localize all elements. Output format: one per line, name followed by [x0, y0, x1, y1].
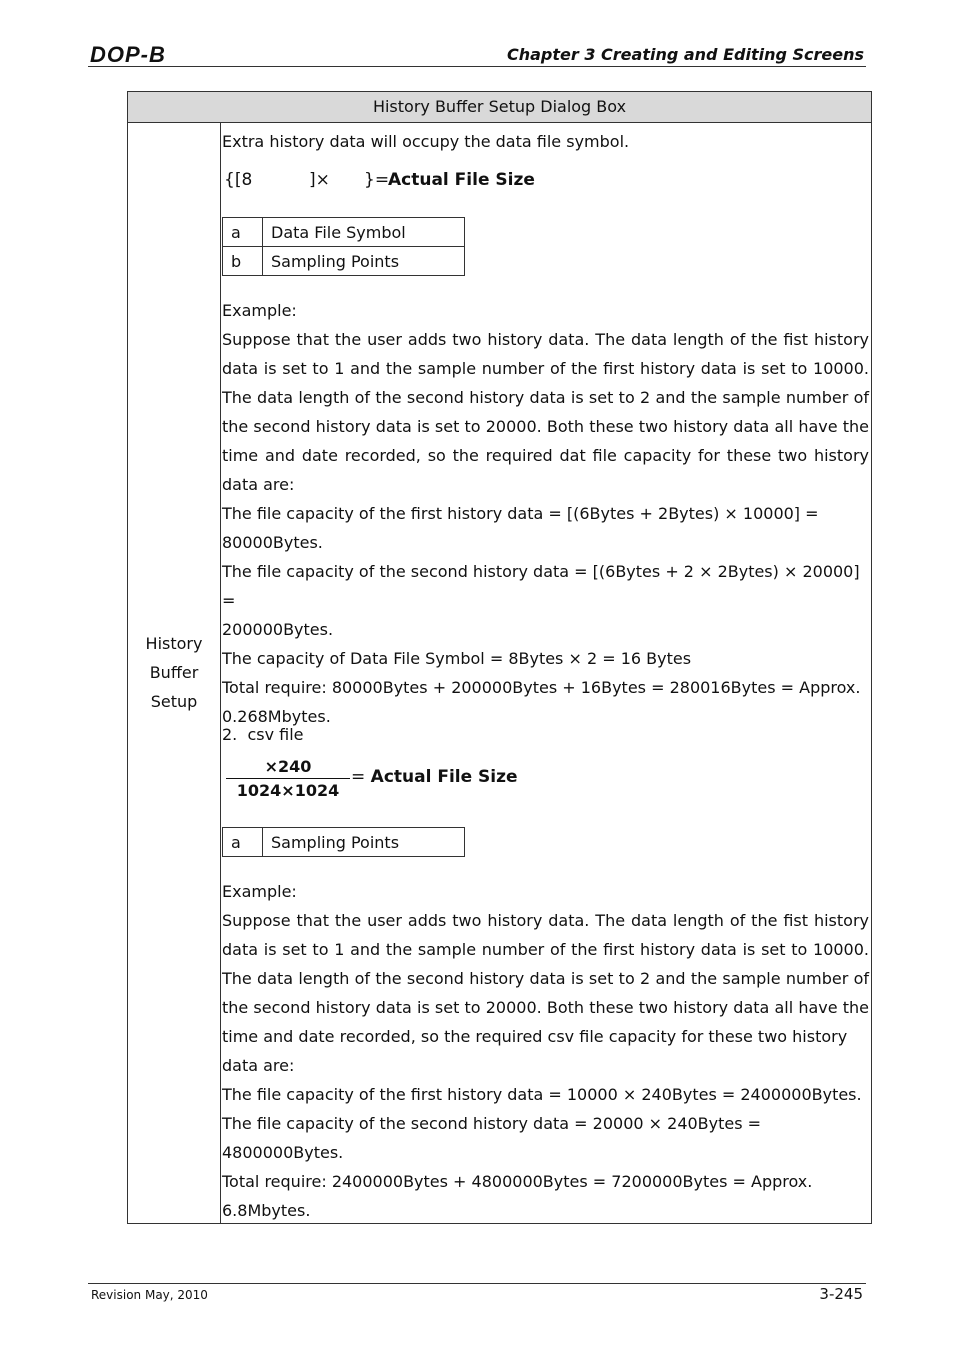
example-label: Example: [222, 882, 297, 901]
csv-size-formula [222, 756, 869, 806]
table-row [223, 218, 465, 247]
symbol-value: Sampling Points [263, 828, 465, 857]
example-line: data are: [222, 1056, 295, 1075]
content-cell [222, 122, 869, 1223]
calc-line: The file capacity of the second history data = [(6Bytes + 2 × 2Bytes) × 20000] = [222, 562, 860, 610]
example-line: Suppose that the user adds two history data. The data length of the fist history [222, 330, 869, 349]
symbol-key: a [223, 218, 263, 247]
example-label: Example: [222, 301, 297, 320]
header-divider [88, 66, 866, 67]
chapter-title: Chapter 3 Creating and Editing Screens [506, 45, 864, 64]
table-row [223, 247, 465, 276]
formula-bracket-times: ]× [309, 170, 330, 190]
calc-line: The file capacity of the first history data = 10000 × 240Bytes = 2400000Bytes. [222, 1085, 862, 1104]
example-line: time and date recorded, so the required dat file capacity for these two history [222, 446, 869, 465]
calc-line: The capacity of Data File Symbol = 8Bytes × 2 = 16 Bytes [222, 649, 692, 668]
symbol-key: a [223, 828, 263, 857]
csv-symbol-table [222, 827, 465, 857]
csv-example-block [222, 877, 869, 1225]
example-line: data are: [222, 475, 295, 494]
calc-line: 4800000Bytes. [222, 1143, 344, 1162]
example-line: The data length of the second history data is set to 2 and the sample number of [222, 969, 869, 988]
calc-line: 80000Bytes. [222, 533, 323, 552]
example-line: data is set to 1 and the sample number of the first history data is set to 10000. [222, 359, 869, 378]
calc-line: The file capacity of the second history data = 20000 × 240Bytes = [222, 1114, 762, 1133]
formula-open: {[8 [224, 170, 253, 190]
calc-line: The file capacity of the first history data = [(6Bytes + 2Bytes) × 10000] = [222, 504, 819, 523]
csv-heading: 2. csv file [222, 725, 304, 744]
formula-fraction [226, 756, 350, 803]
page-number: 3-245 [819, 1285, 863, 1303]
calc-line: 200000Bytes. [222, 620, 334, 639]
formula-brace-equals: }= [364, 170, 390, 190]
fraction-numerator: ×240 [264, 757, 312, 776]
calc-line: 6.8Mbytes. [222, 1201, 311, 1220]
row-label: History Buffer Setup [145, 634, 203, 711]
example-line: Suppose that the user adds two history data. The data length of the fist history [222, 911, 869, 930]
revision-date: Revision May, 2010 [91, 1288, 208, 1302]
calc-line: Total require: 80000Bytes + 200000Bytes + 16Bytes = 280016Bytes = Approx. [222, 678, 861, 697]
calc-line: Total require: 2400000Bytes + 4800000Bytes = 7200000Bytes = Approx. [222, 1172, 813, 1191]
dat-example-block [222, 296, 869, 731]
history-buffer-table [127, 91, 872, 1224]
calc-line: 0.268Mbytes. [222, 707, 331, 726]
intro-text: Extra history data will occupy the data file symbol. [222, 132, 630, 151]
dat-symbol-table [222, 217, 465, 276]
symbol-value: Sampling Points [263, 247, 465, 276]
formula-result-text: Actual File Size [370, 767, 518, 787]
example-line: the second history data is set to 20000. Both these two history data all have the [222, 417, 869, 436]
symbol-key: b [223, 247, 263, 276]
formula-result: Actual File Size [388, 170, 535, 190]
example-line: time and date recorded, so the required csv file capacity for these two history [222, 1027, 848, 1046]
fraction-denominator: 1024×1024 [236, 781, 340, 800]
table-row [223, 828, 465, 857]
footer-divider [88, 1283, 866, 1284]
table-title: History Buffer Setup Dialog Box [128, 92, 871, 123]
formula-result: = Actual File Size [351, 767, 518, 787]
row-label-cell [128, 122, 221, 1223]
example-line: data is set to 1 and the sample number of the first history data is set to 10000. [222, 940, 869, 959]
symbol-value: Data File Symbol [263, 218, 465, 247]
example-line: the second history data is set to 20000. Both these two history data all have the [222, 998, 869, 1017]
example-line: The data length of the second history data is set to 2 and the sample number of [222, 388, 869, 407]
brand-logo: DOP-B [90, 42, 166, 67]
